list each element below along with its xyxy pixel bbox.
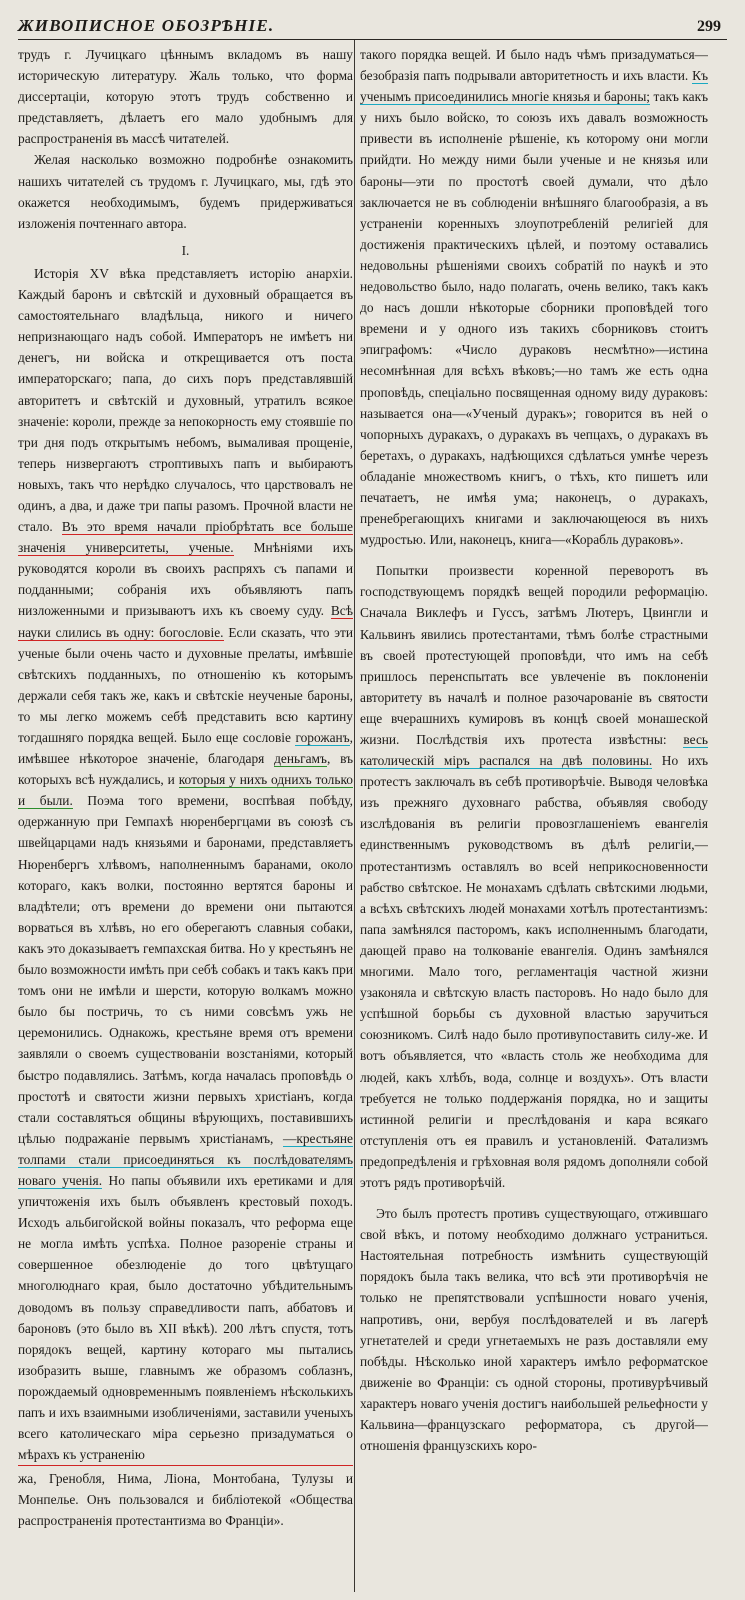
text-run: такого порядка вещей. И было надъ чѣмъ призадуматься—безобразія папъ подрывали авторитетность и ихъ власти. xyxy=(360,47,708,84)
paragraph: Желая насколько возможно подробнѣе ознакомить нашихъ читателей съ трудомъ г. Лучицкаго, мы, гдѣ это окажется необходимымъ, будемъ придерживаться изложенія почтеннаго автора. xyxy=(18,152,353,231)
footnote: жа, Гренобля, Нима, Ліона, Монтобана, Тулузы и Монпелье. Онъ пользовался и библіотекой «Общества распространенія протестантизма во Франціи». xyxy=(18,1465,353,1531)
paragraph xyxy=(18,263,353,1465)
section-heading: I. xyxy=(181,242,190,258)
text-run: такъ какъ у нихъ было войско, то союзъ ихъ давалъ возможность привести въ исполненіе рѣшеніе, къ которому они могли прийдти. Но между ними были ученые и не князья или бароны—эти по простотѣ своей думали, что дѣло заключается не въ соблюденіи внѣшняго благообразія, а въ устраненіи коренныхъ злоупотребленій религіей для достиженія практическихъ цѣлей, и поэтому оставались недовольны рѣшеніями своихъ собратій по наукѣ и это недовольство было, надо полагать, очень велико, такъ какъ до насъ дошли нѣкоторые сборники проповѣдей того времени и у одного изъ такихъ сборниковъ стоитъ эпиграфомъ: «Число дураковъ несмѣтно»—истина несомнѣнная для всѣхъ вѣковъ;—но тамъ же есть одна проповѣдь, спеціально посвященная одному виду дураковъ: называется она—«Ученый дуракъ»; говорится въ ней о чопорныхъ дуракахъ, о дуракахъ въ чепцахъ, о дуракахъ въ беретахъ, о дуракахъ, надѣющихся сдѣлаться умнѣе черезъ обладаніе множествомъ книгъ, о тѣхъ, кто пишетъ или печатаетъ, не имѣя ума; наконецъ, о дуракахъ, пренебрегающихъ книгами и заключающеюся въ нихъ мудростью. Или, наконецъ, книга—«Корабль дураковъ». xyxy=(360,89,708,548)
text-run: Если сказать, что эти ученые были очень часто и духовные прелаты, имѣвшіе свѣтскихъ подданныхъ, по отношенію къ которымъ держали себя такъ же, какъ и свѣтскіе неученые бароны, то мы легко можемъ себѣ представить всю картину тогдашняго порядка вещей. Было еще сословіе xyxy=(18,624,353,745)
paragraph: трудъ г. Лучицкаго цѣннымъ вкладомъ въ нашу историческую литературу. Жаль только, что форма диссертаціи, которую этотъ трудъ собственно и представляетъ, дѣлаетъ его мало удобнымъ для распространенія въ массѣ читателей. xyxy=(18,47,353,147)
journal-title: ЖИВОПИСНОЕ ОБОЗРѢНІЕ. xyxy=(18,16,275,35)
text-run: , въ которыхъ всѣ нуждались, и xyxy=(18,751,353,788)
paragraph: Это былъ протестъ противъ существующаго, отжившаго свой вѣкъ, и потому необходимо должнаго устраниться. Настоятельная потребность измѣнить существующій порядокъ была такъ велика, что всѣ эти противорѣчія не только не препятствовали успѣшности новаго ученія, напротивъ, они, вербуя послѣдователей и въ лагерѣ угнетателей и среди угнетаемыхъ не разъ доставляли ему побѣды. Нѣсколько иной характеръ имѣло реформатское движеніе во Франціи: съ одной стороны, противурѣчивый характеръ новаго ученія достигъ наибольшей рельефности у Кальвина—французскаго реформатора, съ другой—отношенія французскихъ коро- xyxy=(360,1206,708,1454)
highlight-red: Всѣ науки слились въ одну: богословіе. xyxy=(18,603,353,640)
running-header xyxy=(18,6,727,40)
text-run: Поэма того времени, воспѣвая побѣду, одержанную при Гемпахѣ нюренбергцами въ союзѣ съ швейцарцами надъ князьями и баронами, представляетъ Нюренбергъ хлѣвомъ, наполненнымъ баранами, около котораго, какъ волки, постоянно вертятся бароны и владѣтели; отъ времени до времени они пытаются ворваться въ хлѣвъ, но его оберегаютъ славныя собаки, какъ это доказываетъ гемпахская битва. Но у крестьянъ не было возможности имѣть при себѣ собакъ и такъ какъ при томъ они не имѣли и шерсти, которую волкамъ можно было бы постричь, то съ ними совсѣмъ ужь не церемонились. Однакожь, крестьяне время отъ времени заявляли о своемъ существованіи возстаніями, который быстро подавлялись. Затѣмъ, когда началась проповѣдь о простотѣ и святости жизни первыхъ христіанъ, когда стали составляться общины вѣрующихъ, поставившихъ цѣлью подражаніе первымъ христіанамъ, xyxy=(18,793,353,1146)
highlight-cyan: Къ ученымъ присоединились многіе князья и бароны; xyxy=(360,68,708,105)
paragraph xyxy=(360,560,708,1193)
page-number: 299 xyxy=(697,18,721,35)
highlight-red: Въ это время начали пріобрѣтать все больше значенія университеты, ученые. xyxy=(18,519,353,556)
column-divider xyxy=(354,40,355,1592)
highlight-cyan: —крестьяне толпами стали присоединяться къ послѣдователямъ новаго ученія. xyxy=(18,1130,353,1188)
left-column xyxy=(18,44,353,1592)
text-run: Исторія XV вѣка представляетъ исторію анархіи. Каждый баронъ и свѣтскій и духовный обращается въ самостоятельнаго владѣльца, никого и ничего непризнающаго надъ собой. Императоръ не имѣетъ ни денегъ, ни войска и открещивается отъ поста императорскаго; папа, до сихъ поръ представлявшій авторитетъ и свѣтскій и духовный, утратилъ всякое значеніе: короли, прежде за непокорность ему стоявшіе по три дня подъ открытымъ небомъ, вымаливая прощеніе, теперь низвергаютъ строптивыхъ папъ и выбираютъ новыхъ, такъ что нерѣдко случалось, что царствовалъ не одинъ, а два, и даже три папы разомъ. Прочной власти не стало. xyxy=(18,265,353,535)
text-run: , имѣвшее нѣкоторое значеніе, благодаря xyxy=(18,730,353,767)
highlight-green: деньгамъ xyxy=(274,751,327,767)
text-run: Но папы объявили ихъ еретиками и для упичтоженія ихъ былъ объявленъ крестовый походъ. Исходъ альбигойской войны показалъ, что реформа еще не могла имѣть успѣха. Полное разореніе страны и совершенное обезлюденіе до того цвѣтущаго многолюднаго края, было достаточно убѣдительнымъ доводомъ въ пользу справедливости папъ, аббатовъ и бароновъ (это было въ XII вѣкѣ). 200 лѣтъ спустя, тотъ порядокъ вещей, картину котораго мы пытались изобразить выше, главнымъ же образомъ соблазнъ, порождаемый одновременнымъ появленіемъ нѣсколькихъ папъ и ихъ взаимными изобличеніями, заставили ученыхъ всего католическаго міра серьезно призадуматься о мѣрахъ къ устраненію xyxy=(18,1172,353,1463)
highlight-cyan: горожанъ xyxy=(295,730,350,745)
right-column xyxy=(360,44,708,1592)
paragraph xyxy=(360,44,708,550)
highlight-green: которыя у нихъ однихъ только и были. xyxy=(18,772,353,809)
text-run: Попытки произвести коренной переворотъ въ господствующемъ порядкѣ вещей породили реформацію. Сначала Виклефъ и Гуссъ, затѣмъ Лютеръ, Цвингли и Кальвинъ явились протестантами, тѣмъ болѣе страстными въ своей протестующей проповѣди, что имъ на себѣ пришлось перенспытать все увлеченіе въ поклоненіи авторитету въ началѣ и полное разочарованіе въ святости еще вчерашнихъ кумировъ въ концѣ своей монашеской жизни. Послѣдствія ихъ протеста извѣстны: xyxy=(360,563,708,747)
text-run: Но ихъ протестъ заключалъ въ себѣ противорѣчіе. Выводя человѣка изъ прежняго духовнаго рабства, объявляя свободу изслѣдованія въ религіи провозглашеніемъ евангелія единственнымъ руководствомъ въ дѣлѣ религіи,—протестантизмъ оставлялъ во всей неприкосновенности рабство свѣтское. Не монахамъ сдѣлать свѣтскими людьми, а всѣхъ свѣтскихъ людей монахами хотѣлъ протестантизмъ: папа замѣнялся пасторомъ, какъ исполненнымъ благодати, дающей право на толкованіе евангелія. Одинъ замѣнялся многими. Мало того, регламентація частной жизни узаконяла и свѣтскую власть пасторовъ. Но надо было для успѣшной борьбы съ духовной властью заручиться союзникомъ. Силѣ надо было противупоставить силу-же. И вотъ объявляется, что «власть столь же необходима для людей, какъ хлѣбъ, вода, солнце и воздухъ». Отъ власти требуется не только поддержанія порядка, но и защиты истинной религіи и преслѣдованія и кара всякаго отступленія отъ ея правилъ и установленій. Фатализмъ предопредѣленія и грѣховная воля рядомъ дополняли собой этотъ рядъ противорѣчій. xyxy=(360,753,708,1190)
highlight-cyan: весь католическій міръ распался на двѣ половины. xyxy=(360,732,708,769)
text-run: Мнѣніями ихъ руководятся короли въ своихъ распряхъ съ папами и подданными; собранія ихъ объявляютъ папъ низложенными и призываютъ ихъ къ своему суду. xyxy=(18,540,353,619)
